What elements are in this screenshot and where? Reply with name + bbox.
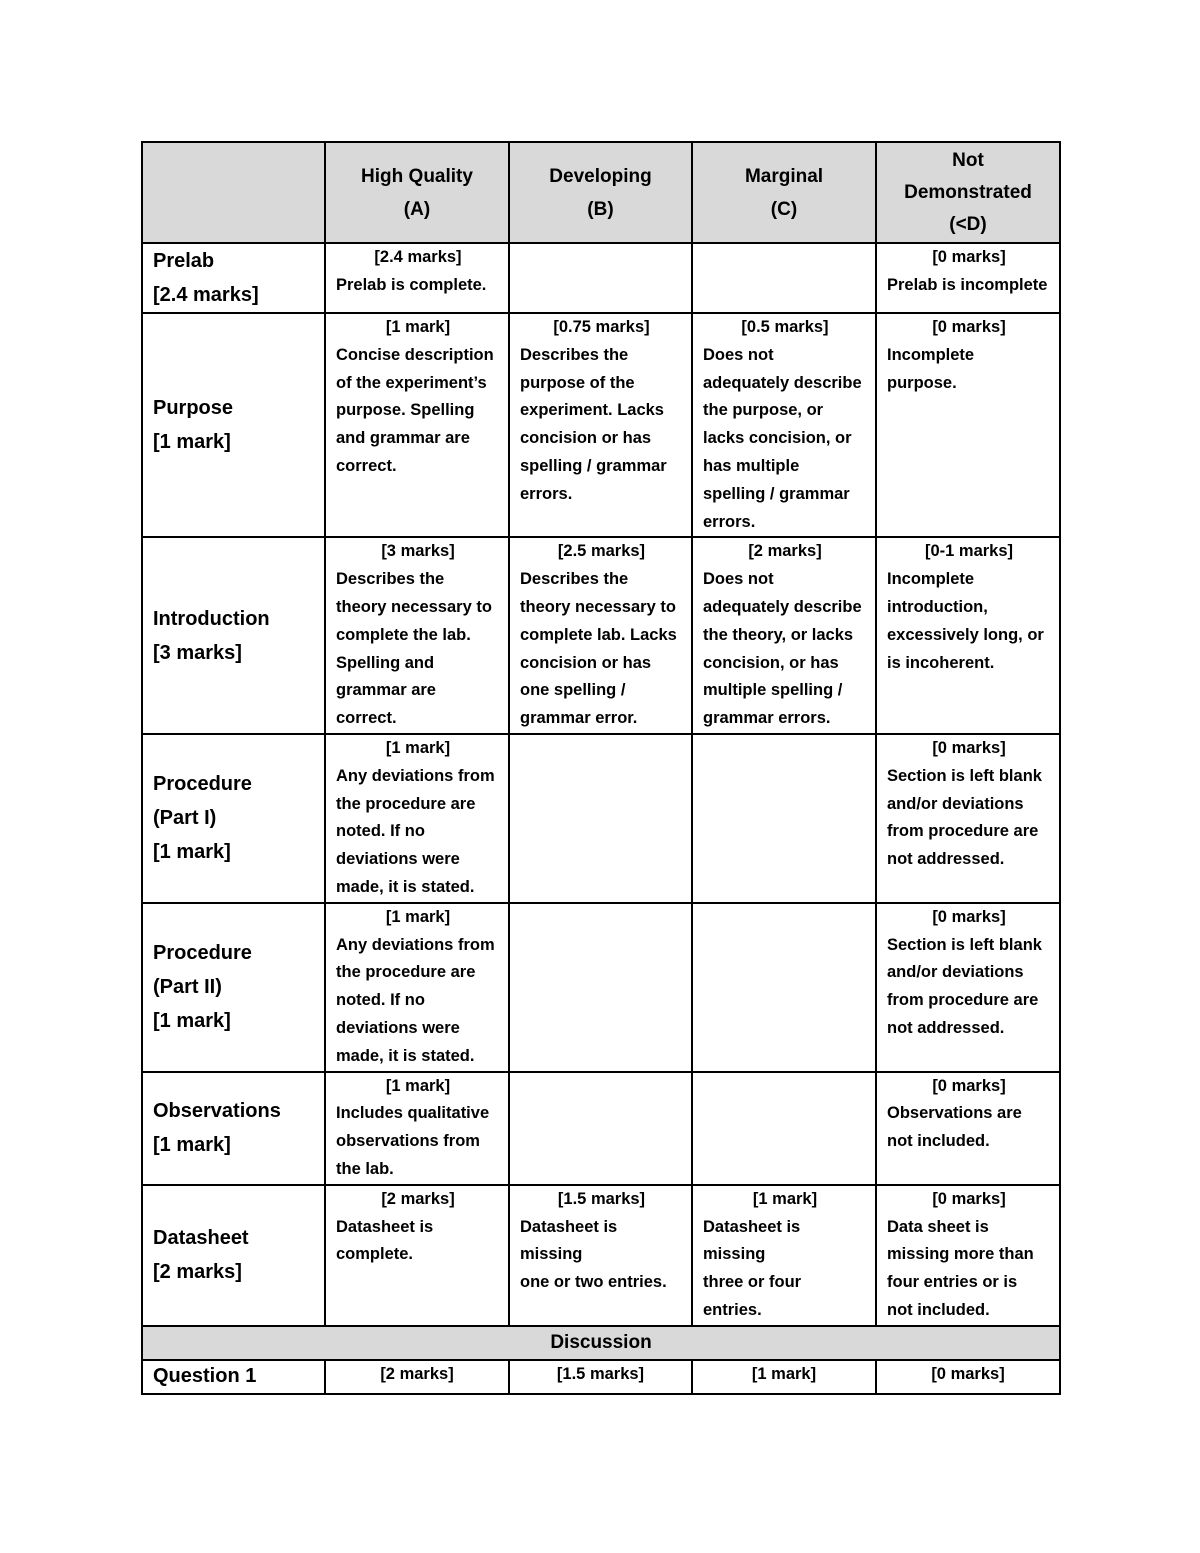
criteria-text-line: excessively long, or <box>887 625 1044 644</box>
criteria-text-line: grammar are <box>336 681 436 700</box>
criteria-cell <box>692 1185 876 1326</box>
criteria-cell <box>509 734 692 903</box>
header-line: (B) <box>587 198 614 220</box>
criteria-cell <box>325 243 509 313</box>
criteria-cell <box>692 734 876 903</box>
marks-label: [1 mark] <box>385 318 451 336</box>
marks-label: [0 marks] <box>932 1189 1006 1208</box>
header-line: Demonstrated <box>904 181 1032 203</box>
criteria-text-line: missing more than <box>887 1245 1034 1264</box>
criteria-text-line: correct. <box>336 456 397 475</box>
criteria-text-line: multiple spelling / <box>703 681 843 700</box>
criteria-cell <box>876 313 1060 537</box>
criteria-text-line: and/or deviations <box>887 794 1024 813</box>
criteria-text-line: observations from <box>336 1132 480 1151</box>
header-line: Developing <box>549 165 652 187</box>
row-label <box>142 734 325 903</box>
criteria-text-line: complete the lab. <box>336 625 471 644</box>
rubric-row-procedure-part-2 <box>142 903 1060 1072</box>
row-label <box>142 537 325 734</box>
criteria-text-line: experiment. Lacks <box>520 401 664 420</box>
criteria-cell <box>509 1072 692 1185</box>
criteria-text-line: adequately describe <box>703 597 862 616</box>
row-label <box>142 313 325 537</box>
marks-label: [1.5 marks] <box>557 1189 646 1208</box>
criteria-cell <box>509 243 692 313</box>
criteria-text-line: Datasheet is missing <box>520 1217 618 1264</box>
marks-label: [0 marks] <box>932 1076 1006 1095</box>
criteria-text-line: not addressed. <box>887 1018 1005 1037</box>
criteria-cell <box>876 734 1060 903</box>
question-label: Question 1 <box>142 1360 325 1394</box>
criteria-text-line: Section is left blank <box>887 766 1042 785</box>
criteria-cell <box>692 243 876 313</box>
criteria-text-line: the theory, or lacks <box>703 625 854 644</box>
criteria-cell <box>509 903 692 1072</box>
criteria-text-line: the procedure are <box>336 963 476 982</box>
marks-label: [1 mark] <box>385 1076 451 1095</box>
criteria-cell <box>876 537 1060 734</box>
criteria-text-line: not included. <box>887 1300 990 1319</box>
criteria-text-line: deviations were <box>336 1018 460 1037</box>
row-label-line: Introduction <box>153 607 270 630</box>
question-marks-cell: [2 marks] <box>325 1360 509 1394</box>
criteria-text-line: Datasheet is <box>336 1217 434 1236</box>
criteria-text-line: Section is left blank <box>887 935 1042 954</box>
row-label <box>142 903 325 1072</box>
criteria-text-line: purpose of the <box>520 373 635 392</box>
criteria-text-line: not addressed. <box>887 850 1005 869</box>
criteria-text-line: four entries or is <box>887 1273 1018 1292</box>
marks-label: [0 marks] <box>932 907 1006 926</box>
marks-label: [2.5 marks] <box>557 542 646 561</box>
marks-label: [1 mark] <box>752 1189 818 1208</box>
criteria-text-line: concision or has <box>520 429 652 448</box>
criteria-text-line: Observations are <box>887 1104 1022 1123</box>
marks-label: [0-1 marks] <box>924 542 1014 561</box>
criteria-text-line: Datasheet is missing <box>703 1217 801 1264</box>
discussion-heading: Discussion <box>142 1326 1060 1360</box>
rubric-body <box>142 142 1060 1394</box>
row-label-line: Procedure <box>153 942 252 965</box>
marks-label: [1 mark] <box>385 907 451 926</box>
criteria-cell <box>325 1072 509 1185</box>
criteria-cell <box>692 903 876 1072</box>
criteria-text-line: Describes the <box>520 345 629 364</box>
criteria-text-line: purpose. <box>887 373 957 392</box>
criteria-text-line: grammar errors. <box>703 709 831 728</box>
row-label-line: [2 marks] <box>153 1261 242 1284</box>
rubric-table <box>141 141 1061 1395</box>
criteria-text-line: the lab. <box>336 1159 394 1178</box>
rubric-row-introduction <box>142 537 1060 734</box>
criteria-text-line: not included. <box>887 1132 990 1151</box>
criteria-text-line: theory necessary to <box>336 597 492 616</box>
criteria-text-line: one spelling / <box>520 681 626 700</box>
row-label <box>142 1072 325 1185</box>
row-label-line: [1 mark] <box>153 841 231 864</box>
criteria-text-line: the purpose, or <box>703 401 824 420</box>
criteria-cell <box>325 903 509 1072</box>
criteria-text-line: spelling / grammar <box>520 456 667 475</box>
row-label-line: Datasheet <box>153 1227 249 1250</box>
criteria-cell <box>325 313 509 537</box>
criteria-text-line: Describes the <box>336 570 445 589</box>
criteria-text-line: deviations were <box>336 850 460 869</box>
criteria-text-line: from procedure are <box>887 822 1039 841</box>
row-label-line: [1 mark] <box>153 431 231 454</box>
criteria-text-line: Includes qualitative <box>336 1104 490 1123</box>
criteria-text-line: concision or has <box>520 653 652 672</box>
criteria-cell <box>325 537 509 734</box>
question-marks-cell: [1.5 marks] <box>509 1360 692 1394</box>
criteria-text-line: introduction, <box>887 597 988 616</box>
criteria-text-line: Spelling and <box>336 653 435 672</box>
header-developing <box>509 142 692 243</box>
row-label-line: [2.4 marks] <box>153 284 259 306</box>
criteria-cell <box>692 1072 876 1185</box>
criteria-text-line: Incomplete <box>887 345 975 364</box>
header-not-demonstrated <box>876 142 1060 243</box>
row-label-line: (Part II) <box>153 976 222 999</box>
header-marginal <box>692 142 876 243</box>
criteria-text-line: Any deviations from <box>336 766 495 785</box>
criteria-text-line: of the experiment’s <box>336 373 487 392</box>
rubric-row-procedure-part-1 <box>142 734 1060 903</box>
marks-label: [1 mark] <box>385 738 451 757</box>
criteria-text-line: correct. <box>336 709 397 728</box>
criteria-text-line: Does not <box>703 570 774 589</box>
discussion-section-row <box>142 1326 1060 1360</box>
question-row <box>142 1360 1060 1394</box>
criteria-text-line: complete lab. Lacks <box>520 625 677 644</box>
criteria-cell <box>509 1185 692 1326</box>
row-label <box>142 1185 325 1326</box>
criteria-text-line: theory necessary to <box>520 597 676 616</box>
header-high-quality <box>325 142 509 243</box>
criteria-cell <box>692 313 876 537</box>
marks-label: [0 marks] <box>932 248 1006 266</box>
row-label-line: Prelab <box>153 250 215 272</box>
criteria-text-line: made, it is stated. <box>336 1046 475 1065</box>
criteria-text-line: purpose. Spelling <box>336 401 475 420</box>
rubric-row-observations <box>142 1072 1060 1185</box>
criteria-text-line: Data sheet is <box>887 1217 989 1236</box>
criteria-text-line: Concise description <box>336 345 494 364</box>
criteria-text-line: has multiple <box>703 456 800 475</box>
row-label-line: (Part I) <box>153 807 217 830</box>
row-label-line: [1 mark] <box>153 1010 231 1033</box>
marks-label: [0 marks] <box>932 738 1006 757</box>
row-label-line: Procedure <box>153 773 252 796</box>
marks-label: [0.5 marks] <box>741 318 829 336</box>
row-label <box>142 243 325 313</box>
criteria-cell <box>692 537 876 734</box>
header-line: (C) <box>770 198 798 220</box>
question-marks-cell: [1 mark] <box>692 1360 876 1394</box>
row-label-line: [1 mark] <box>153 1134 231 1157</box>
marks-label: [0 marks] <box>932 318 1006 336</box>
criteria-text-line: Does not <box>703 345 774 364</box>
criteria-text-line: noted. If no <box>336 991 425 1010</box>
criteria-text-line: three or four <box>703 1273 802 1292</box>
rubric-row-datasheet <box>142 1185 1060 1326</box>
criteria-cell <box>876 903 1060 1072</box>
row-label-line: Purpose <box>153 397 234 420</box>
criteria-cell <box>876 243 1060 313</box>
question-marks-cell: [0 marks] <box>876 1360 1060 1394</box>
marks-label: [2 marks] <box>748 542 822 561</box>
criteria-text-line: errors. <box>520 484 573 503</box>
criteria-text-line: Any deviations from <box>336 935 495 954</box>
criteria-text-line: and/or deviations <box>887 963 1024 982</box>
criteria-text-line: from procedure are <box>887 991 1039 1010</box>
criteria-text-line: one or two entries. <box>520 1273 667 1292</box>
row-label-line: Observations <box>153 1100 281 1123</box>
rubric-row-prelab <box>142 243 1060 313</box>
criteria-text-line: Prelab is incomplete <box>887 275 1048 294</box>
criteria-cell <box>876 1185 1060 1326</box>
criteria-cell <box>325 1185 509 1326</box>
criteria-text-line: concision, or has <box>703 653 839 672</box>
criteria-text-line: is incoherent. <box>887 653 995 672</box>
header-line: High Quality <box>361 165 473 187</box>
criteria-cell <box>876 1072 1060 1185</box>
marks-label: [2.4 marks] <box>374 248 462 266</box>
header-line: Not <box>952 149 984 171</box>
header-line: Marginal <box>744 165 824 187</box>
marks-label: [2 marks] <box>381 1189 455 1208</box>
criteria-text-line: spelling / grammar <box>703 484 850 503</box>
header-line: (A) <box>403 198 431 220</box>
marks-label: [0.75 marks] <box>553 318 650 336</box>
criteria-text-line: Describes the <box>520 570 629 589</box>
criteria-text-line: made, it is stated. <box>336 877 475 896</box>
row-label-line: [3 marks] <box>153 641 242 664</box>
marks-label: [3 marks] <box>381 542 455 561</box>
header-row <box>142 142 1060 243</box>
criteria-cell <box>509 313 692 537</box>
criteria-text-line: the procedure are <box>336 794 476 813</box>
criteria-text-line: lacks concision, or <box>703 429 852 448</box>
criteria-cell <box>325 734 509 903</box>
rubric-row-purpose <box>142 313 1060 537</box>
criteria-text-line: entries. <box>703 1300 762 1319</box>
criteria-cell <box>509 537 692 734</box>
criteria-text-line: noted. If no <box>336 822 425 841</box>
criteria-text-line: adequately describe <box>703 373 862 392</box>
criteria-text-line: Prelab is complete. <box>336 275 487 294</box>
criteria-text-line: and grammar are <box>336 429 470 448</box>
header-line: (<D) <box>949 213 987 235</box>
criteria-text-line: errors. <box>703 512 756 531</box>
header-corner-cell <box>142 142 325 243</box>
criteria-text-line: Incomplete <box>887 570 975 589</box>
criteria-text-line: complete. <box>336 1245 414 1264</box>
criteria-text-line: grammar error. <box>520 709 638 728</box>
